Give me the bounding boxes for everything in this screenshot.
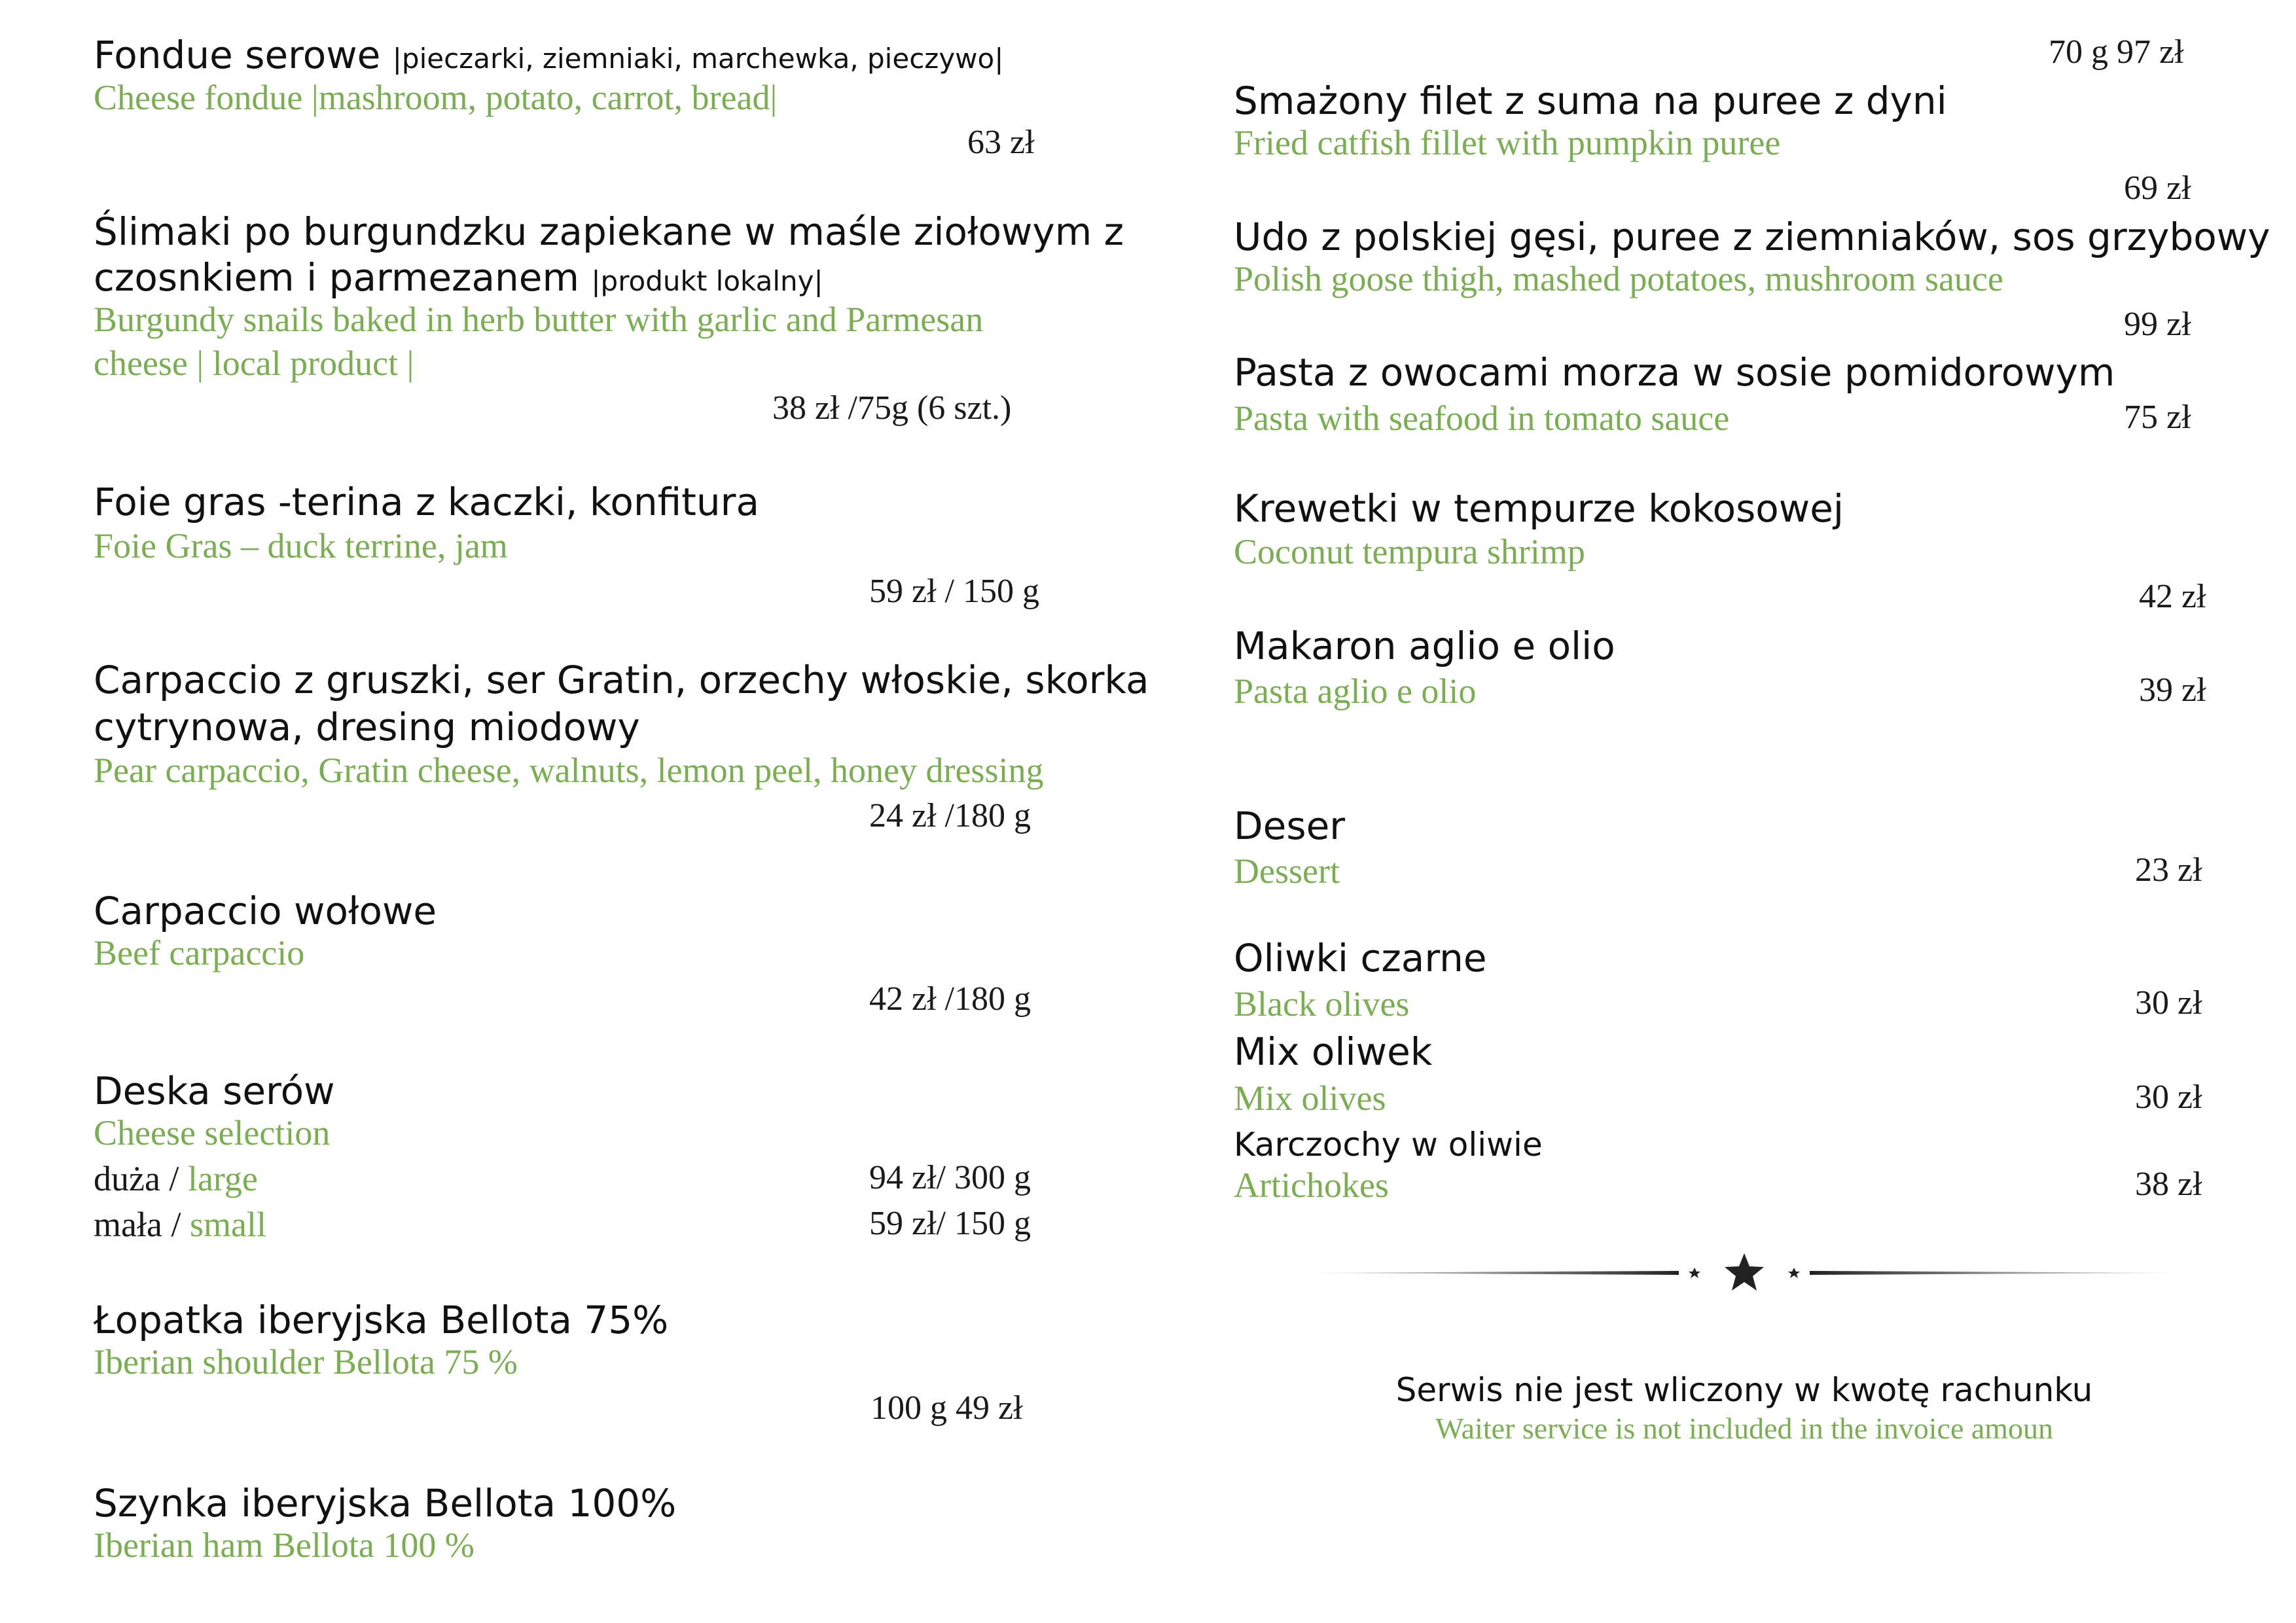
item-english: Dessert bbox=[1234, 851, 1340, 891]
item-english: Pear carpaccio, Gratin cheese, walnuts, lemon peel, honey dressing bbox=[94, 751, 1044, 790]
item-price: 75 zł bbox=[2124, 399, 2191, 436]
item-english: Pasta aglio e olio bbox=[1234, 671, 1477, 711]
item-price: 39 zł bbox=[2139, 671, 2206, 709]
size-large bbox=[94, 1158, 258, 1199]
item-english: Pasta with seafood in tomato sauce bbox=[1234, 399, 1730, 438]
item-title: Szynka iberyjska Bellota 100% bbox=[94, 1481, 677, 1525]
item-price-large: 94 zł/ 300 g bbox=[869, 1159, 1031, 1196]
item-english: Coconut tempura shrimp bbox=[1234, 532, 1585, 571]
iberian-ham-price: 70 g 97 zł bbox=[2049, 33, 2184, 71]
divider-line-left bbox=[1293, 1271, 1679, 1275]
star-icon bbox=[1725, 1253, 1764, 1291]
item-title-line2: cytrynowa, dresing miodowy bbox=[94, 705, 640, 749]
item-english: Fried catfish fillet with pumpkin puree bbox=[1234, 123, 1781, 162]
item-title: Fondue serowe bbox=[94, 33, 381, 77]
item-title: Carpaccio wołowe bbox=[94, 889, 437, 933]
item-price-small: 59 zł/ 150 g bbox=[869, 1205, 1031, 1242]
size-label-pl: duża / bbox=[94, 1159, 188, 1198]
item-english: Iberian shoulder Bellota 75 % bbox=[94, 1342, 518, 1382]
item-english: Artichokes bbox=[1234, 1166, 1389, 1205]
item-english: Cheese fondue |mashroom, potato, carrot, bread| bbox=[94, 78, 778, 117]
size-small bbox=[94, 1204, 266, 1245]
item-title: Foie gras -terina z kaczki, konfitura bbox=[94, 480, 760, 524]
item-english: Black olives bbox=[1234, 984, 1410, 1024]
item-price: 30 zł bbox=[2135, 984, 2202, 1022]
item-price: 42 zł bbox=[2139, 578, 2206, 615]
item-title: Carpaccio z gruszki, ser Gratin, orzechy włoskie, skorka bbox=[94, 658, 1149, 702]
item-english: Beef carpaccio bbox=[94, 933, 305, 972]
item-price: 38 zł /75g (6 szt.) bbox=[772, 389, 1012, 427]
item-price: 23 zł bbox=[2135, 851, 2202, 889]
item-title: Krewetki w tempurze kokosowej bbox=[1234, 486, 1844, 531]
item-title: Deska serów bbox=[94, 1069, 335, 1113]
item-price: 59 zł / 150 g bbox=[869, 573, 1039, 610]
size-label-pl: mała / bbox=[94, 1205, 190, 1244]
item-english: Mix olives bbox=[1234, 1079, 1386, 1118]
item-title: Ślimaki po burgundzku zapiekane w maśle ziołowym z bbox=[94, 209, 1124, 254]
size-label-en: large bbox=[187, 1159, 258, 1198]
item-price: 69 zł bbox=[2124, 169, 2191, 207]
item-note: |produkt lokalny| bbox=[591, 265, 823, 297]
item-title: Deser bbox=[1234, 804, 1346, 848]
item-title-line2: czosnkiem i parmezanem bbox=[94, 255, 579, 300]
item-note: |pieczarki, ziemniaki, marchewka, pieczywo| bbox=[392, 43, 1004, 75]
service-note-polish: Serwis nie jest wliczony w kwotę rachunku bbox=[1395, 1371, 2093, 1409]
item-title: Smażony filet z suma na puree z dyni bbox=[1234, 79, 1947, 123]
small-star-icon bbox=[1788, 1268, 1800, 1278]
item-english: Foie Gras – duck terrine, jam bbox=[94, 526, 508, 565]
item-english: Polish goose thigh, mashed potatoes, mushroom sauce bbox=[1234, 259, 2003, 298]
item-english: Cheese selection bbox=[94, 1113, 331, 1152]
item-price: 24 zł /180 g bbox=[869, 797, 1031, 834]
item-price: 100 g 49 zł bbox=[870, 1389, 1023, 1427]
item-price: 99 zł bbox=[2124, 306, 2191, 343]
item-title: Pasta z owocami morza w sosie pomidorowym bbox=[1234, 350, 2115, 395]
service-note-english: Waiter service is not included in the invoice amoun bbox=[1435, 1412, 2054, 1445]
item-price: 63 zł bbox=[967, 124, 1035, 161]
item-english: Iberian ham Bellota 100 % bbox=[94, 1525, 475, 1565]
item-title: Mix oliwek bbox=[1234, 1029, 1433, 1074]
item-title: Udo z polskiej gęsi, puree z ziemniaków, sos grzybowy bbox=[1234, 215, 2270, 259]
small-star-icon bbox=[1689, 1268, 1700, 1278]
item-price: 38 zł bbox=[2135, 1166, 2202, 1203]
divider-ornament-svg bbox=[1293, 1247, 2196, 1299]
item-price: 42 zł /180 g bbox=[869, 980, 1031, 1018]
size-label-en: small bbox=[189, 1205, 266, 1244]
item-price: 30 zł bbox=[2135, 1079, 2202, 1116]
item-english-line2: cheese | local product | bbox=[94, 344, 414, 383]
item-title: Makaron aglio e olio bbox=[1234, 624, 1615, 668]
item-title: Karczochy w oliwie bbox=[1234, 1126, 1543, 1164]
divider-line-right bbox=[1810, 1271, 2196, 1275]
item-title: Oliwki czarne bbox=[1234, 936, 1487, 980]
item-english: Burgundy snails baked in herb butter with garlic and Parmesan bbox=[94, 300, 984, 339]
item-title: Łopatka iberyjska Bellota 75% bbox=[94, 1298, 669, 1342]
